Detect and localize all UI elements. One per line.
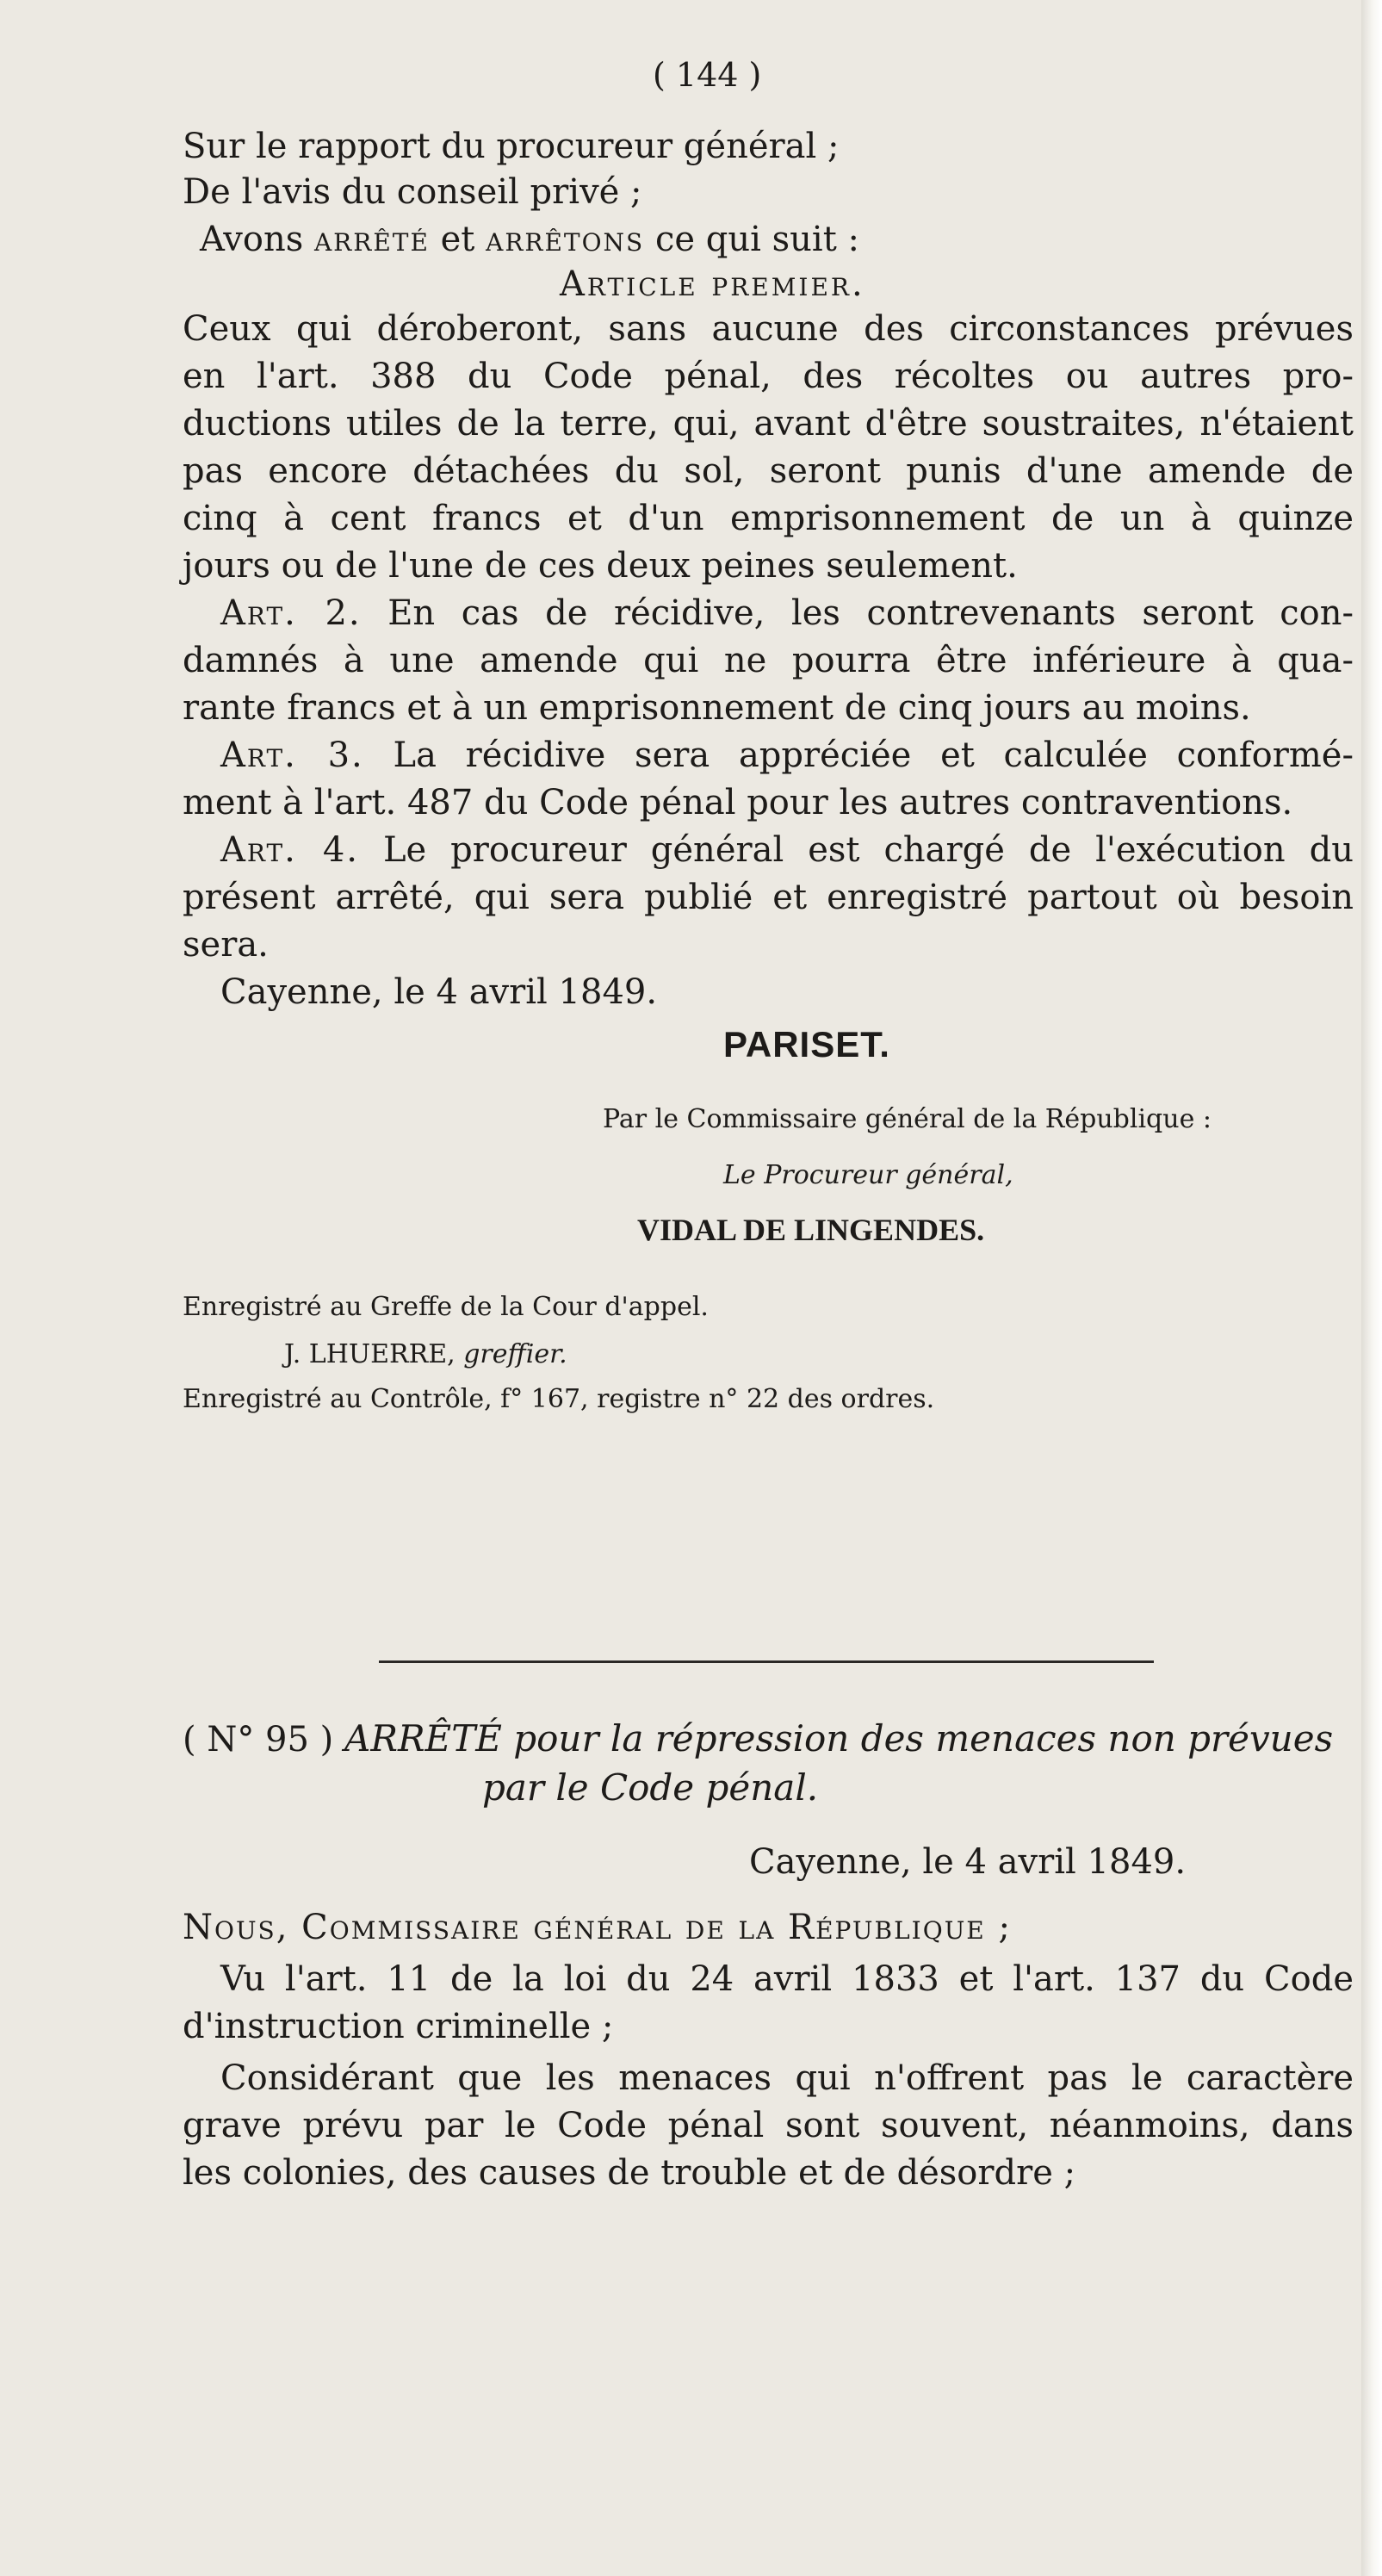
decree-intro-arretons: arrêtons: [486, 220, 645, 259]
decree2-title-line-1: [183, 1717, 1334, 1760]
decree2-title: ARRÊTÉ pour la répression des menaces non prévues: [344, 1717, 1334, 1760]
procureur-title: Le Procureur général,: [723, 1160, 1013, 1190]
registration-greffier: [284, 1339, 567, 1369]
decree-intro-arrete: arrêté: [313, 220, 430, 259]
section-divider: [379, 1660, 1154, 1663]
decree-intro: [200, 222, 859, 257]
decree2-considerant-line-3: les colonies, des causes de trouble et de désordre ;: [183, 2153, 1076, 2193]
signatory: PARISET.: [723, 1024, 890, 1065]
article2-line-3: rante francs et à un emprisonnement de cinq jours au moins.: [183, 688, 1251, 728]
decree-intro-suit: ce qui suit :: [654, 220, 859, 259]
article2-line-1: [220, 593, 1354, 633]
decree2-title-line-2: par le Code pénal.: [482, 1766, 819, 1809]
article1-line-1: Ceux qui déroberont, sans aucune des circonstances prévues: [183, 309, 1354, 349]
article3-line-1: [220, 738, 1354, 773]
par-line: Par le Commissaire général de la République :: [603, 1104, 1212, 1134]
decree2-considerant-line-1: Considérant que les menaces qui n'offrent pas le caractère: [220, 2058, 1354, 2098]
article2-text-1: En cas de récidive, les contrevenants seront con-: [387, 593, 1354, 633]
date-place: Cayenne, le 4 avril 1849.: [220, 972, 658, 1012]
article1-line-2: en l'art. 388 du Code pénal, des récoltes ou autres pro-: [183, 357, 1354, 396]
page-number: ( 144 ): [653, 56, 762, 94]
article3-label: Art. 3.: [220, 736, 364, 775]
decree2-date-place: Cayenne, le 4 avril 1849.: [749, 1842, 1187, 1882]
decree2-vu-line-1: Vu l'art. 11 de la loi du 24 avril 1833 et l'art. 137 du Code: [220, 1959, 1354, 1999]
decree2-considerant-line-2: grave prévu par le Code pénal sont souvent, néanmoins, dans: [183, 2106, 1354, 2145]
decree2-number: ( N° 95 ): [183, 1720, 334, 1760]
page-edge-shadow: [1361, 0, 1382, 2576]
article4-label: Art. 4.: [220, 830, 359, 870]
article2-label: Art. 2.: [220, 593, 362, 633]
article4-line-2: présent arrêté, qui sera publié et enregistré partout où besoin: [183, 878, 1354, 917]
preamble-line-1: Sur le rapport du procureur général ;: [183, 127, 840, 166]
article4-line-1: [220, 830, 1354, 870]
article4-line-3: sera.: [183, 925, 269, 965]
greffier-name: J. LHUERRE,: [284, 1339, 456, 1369]
article3-text-1: La récidive sera appréciée et calculée conformé-: [393, 736, 1354, 775]
article4-text-1: Le procureur général est chargé de l'exécution du: [382, 830, 1354, 870]
article1-line-5: cinq à cent francs et d'un emprisonnement de un à quinze: [183, 499, 1354, 538]
greffier-title: greffier.: [463, 1339, 567, 1369]
decree-intro-avons: Avons: [200, 220, 304, 259]
decree2-vu-line-2: d'instruction criminelle ;: [183, 2007, 614, 2046]
preamble-line-2: De l'avis du conseil privé ;: [183, 172, 642, 212]
article3-line-2: ment à l'art. 487 du Code pénal pour les autres contraventions.: [183, 783, 1293, 822]
article1-line-3: ductions utiles de la terre, qui, avant d'être soustraites, n'étaient: [183, 404, 1354, 444]
article2-line-2: damnés à une amende qui ne pourra être inférieure à qua-: [183, 641, 1354, 680]
decree2-nous: Nous, Commissaire général de la République ;: [183, 1908, 1012, 1947]
article-heading: Article premier.: [560, 264, 865, 304]
registration-greffe: Enregistré au Greffe de la Cour d'appel.: [183, 1292, 709, 1322]
article1-line-6: jours ou de l'une de ces deux peines seulement.: [183, 546, 1018, 586]
decree-intro-et: et: [440, 220, 475, 259]
article1-line-4: pas encore détachées du sol, seront punis d'une amende de: [183, 451, 1354, 491]
registration-controle: Enregistré au Contrôle, f° 167, registre n° 22 des ordres.: [183, 1384, 935, 1414]
procureur-name: VIDAL DE LINGENDES.: [637, 1213, 985, 1247]
